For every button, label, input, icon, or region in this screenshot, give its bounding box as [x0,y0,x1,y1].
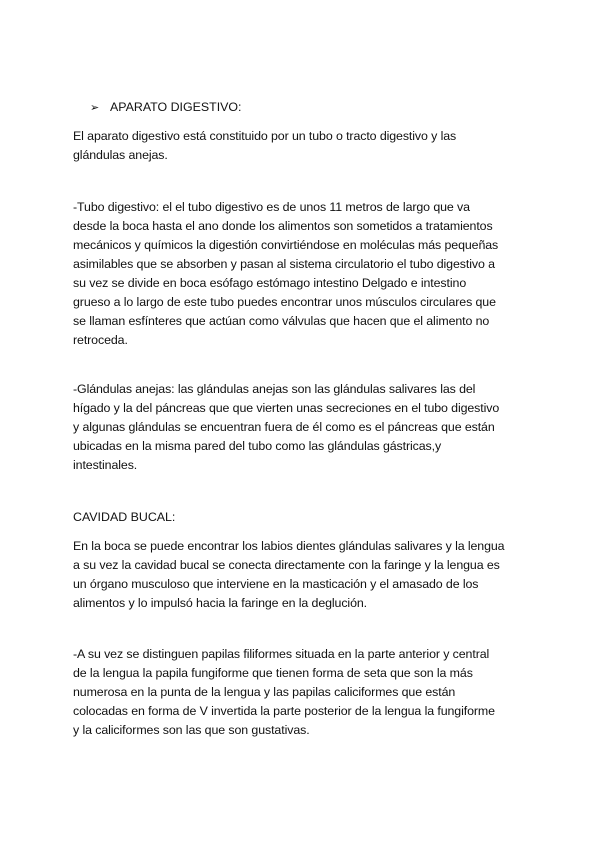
text-line: a su vez la cavidad bucal se conecta directamente con la faringe y la lengua es [73,558,500,572]
text-line: numerosa en la punta de la lengua y las papilas caliciformes que están [73,685,456,699]
text-line: intestinales. [73,458,138,472]
text-line: y algunas glándulas se encuentran fuera de él como es el páncreas que están [73,420,495,434]
text-line: retroceda. [73,333,128,347]
text-line: asimilables que se absorben y pasan al sistema circulatorio el tubo digestivo a [73,257,495,271]
text-line: En la boca se puede encontrar los labios dientes glándulas salivares y la lengua [73,539,505,553]
text-line: mecánicos y químicos la digestión convirtiéndose en moléculas más pequeñas [73,238,499,252]
text-line: de la lengua la papila fungiforme que tienen forma de seta que son la más [73,666,473,680]
text-line: un órgano musculoso que interviene en la masticación y el amasado de los [73,577,479,591]
heading-text: APARATO DIGESTIVO: [110,100,242,114]
section-heading-cavidad-bucal: CAVIDAD BUCAL: [73,510,176,524]
arrow-bullet-icon: ➢ [90,102,100,114]
text-line: grueso a lo largo de este tubo puedes encontrar unos músculos circulares que [73,295,496,309]
text-line: y la caliciformes son las que son gustativas. [73,723,310,737]
paragraph-boca [73,537,529,613]
paragraph-papilas [73,645,529,740]
paragraph-tubo-digestivo [73,198,529,350]
section-heading-aparato-digestivo [90,98,242,118]
text-line: hígado y la del páncreas que que vierten unas secreciones en el tubo digestivo [73,401,500,415]
text-line: se llaman esfínteres que actúan como válvulas que hacen que el alimento no [73,314,490,328]
text-line: -Glándulas anejas: las glándulas anejas son las glándulas salivares las del [73,382,476,396]
text-line: El aparato digestivo está constituido por un tubo o tracto digestivo y las [73,129,457,143]
paragraph-intro [73,127,529,165]
text-line: alimentos y lo impulsó hacia la faringe en la deglución. [73,596,368,610]
paragraph-glandulas-anejas [73,380,529,475]
text-line: colocadas en forma de V invertida la parte posterior de la lengua la fungiforme [73,704,495,718]
text-line: -Tubo digestivo: el el tubo digestivo es de unos 11 metros de largo que va [73,200,470,214]
text-line: -A su vez se distinguen papilas filiformes situada en la parte anterior y central [73,647,490,661]
text-line: glándulas anejas. [73,148,168,162]
text-line: ubicadas en la misma pared del tubo como las glándulas gástricas,y [73,439,442,453]
text-line: su vez se divide en boca esófago estómago intestino Delgado e intestino [73,276,467,290]
text-line: desde la boca hasta el ano donde los alimentos son sometidos a tratamientos [73,219,493,233]
